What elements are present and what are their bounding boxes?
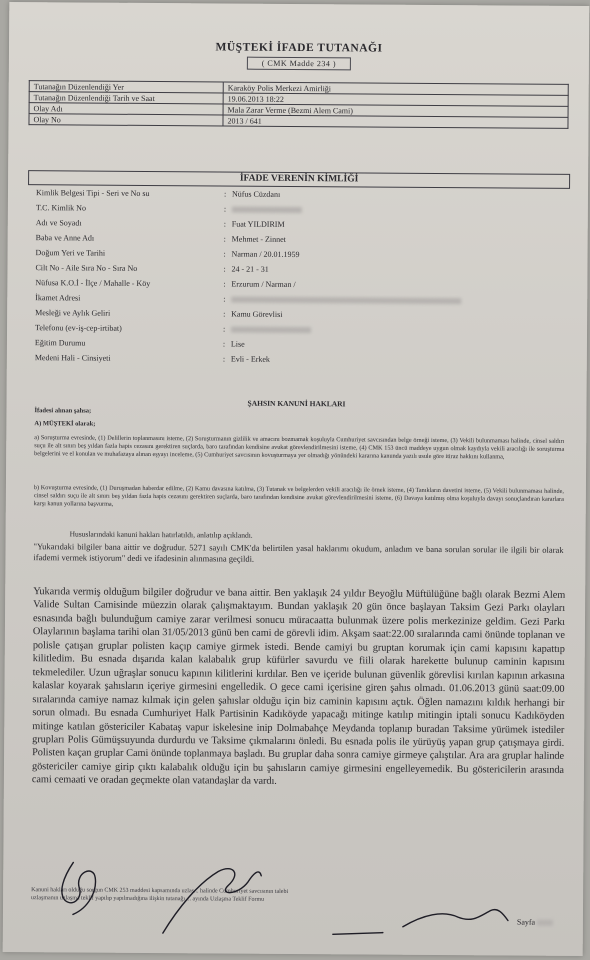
identity-value: Erzurum / Narman /: [231, 279, 296, 289]
list-item: Medeni Hali - Cinsiyeti : Evli - Erkek: [34, 353, 270, 364]
identity-value: Nüfus Cüzdanı: [231, 189, 281, 199]
identity-label: Baba ve Anne Adı: [35, 233, 95, 243]
document-page: [3, 2, 590, 956]
rights-paragraph-a: a) Soruşturma evresinde, (1) Delillerin toplanmasını isteme, (2) Soruşturmanın gizlilik ve amacını bozmamak koşuluyla Cumhuriyet savcısından belge örneği isteme, (3) Vekili bulunmaması halinde, cinsel saldırı suçu ile alt sınırı beş yıldan fazla hapis cezasını gerektiren suçlarda, baro tarafından kendisine avukat görevlendirilmesini isteme, (4) CMK 153 üncü maddeye uygun olmak kaydıyla vekili aracılığı ile soruşturma belgelerini ve el konulan ve muhafazaya alınan eşyayı inceleme, (5) Cumhuriyet savcısının kovuşturmaya yer olmadığı yönündeki kararına kanunda yazılı usule göre itiraz hakkını kullanma,: [34, 434, 565, 461]
identity-label: Medeni Hali - Cinsiyeti: [34, 353, 111, 363]
list-item: Adı ve Soyadı : Fuat YILDIRIM: [35, 218, 285, 229]
list-item: Mesleği ve Aylık Geliri : Kamu Görevlisi: [35, 308, 283, 319]
identity-label: Cilt No - Aile Sıra No - Sıra No: [35, 263, 138, 273]
case-value: Karaköy Polis Merkezi Amirliği: [223, 82, 568, 95]
list-item: Cilt No - Aile Sıra No - Sıra No : 24 - 21 - 31: [35, 263, 269, 274]
case-value: Mala Zarar Verme (Bezmi Alem Cami): [223, 104, 568, 117]
identity-label: Adı ve Soyadı: [35, 218, 82, 228]
identity-label: Kimlik Belgesi Tipi - Seri ve No su: [35, 188, 150, 198]
identity-label: Eğitim Durumu: [34, 338, 86, 348]
list-item: Kimlik Belgesi Tipi - Seri ve No su : Nüfus Cüzdanı: [35, 188, 281, 199]
identity-value: Evli - Erkek: [230, 354, 270, 364]
list-item: Telefonu (ev-iş-cep-irtibat) :: [35, 323, 565, 342]
footer-line: Kanuni hakları olduğu sorgun CMK 253 maddesi kapsamında uzlaş... halinde Cumhuriyet savcısının talebi: [31, 887, 289, 895]
rights-paragraph-b: b) Kovuşturma evresinde, (1) Duruşmadan haberdar edilme, (2) Kamu davasına katılma, (3) Tutanak ve belgelerden vekili aracılığı ile örnek isteme, (4) Tanıkların davetini isteme, (5) Vekili bulunmaması halinde, cinsel saldırı suçu ile alt sınırı beş yıldan fazla hapis cezasını gerektiren suçlarda, baro tarafından kendisine avukat görevlendirilmesini isteme, (6) Davaya katılmış olma koşuluyla davayı sonuçlandıran kararlara karşı kanun yollarına başvurma,: [33, 484, 564, 509]
statement-text: Yukarıda vermiş olduğum bilgiler doğrudur ve bana aittir. Ben yaklaşık 24 yıldır Beyoğlu Müftülüğüne bağlı olarak Bezmi Alem Valide Sultan Camisinde müezzin olarak çalışmaktayım. Bundan yaklaşık 20 gün önce başlayan Taksim Gezi Parkı olayları esnasında bağlı bulunduğum camiye zarar verilmesi sonucu müracaatta bulunmak üzere polis merkezinize geldim. Gezi Parkı Olaylarının başlama tarihi olan 31/05/2013 günü ben cami de görevli idim. Akşam saat:22.00 sıralarında cami önünde toplanan ve polisle çatışan gruplar polisten kaçıp camiye girmek istedi. Bende camiyi bu gruptan korumak için cami kapısını kapattıp kilitledim. Bu esnada dışarıda kalan kalabalık grup küfürler savurdu ve fiili olarak harekette bulunup caminin kapısını tekmelediler. Uzun uğraşlar sonucu kapının kilitlerini kırdılar. Ben ve içeride bulunan güvenlik görevlisi kırılan kapının arkasına kalaslar koyarak şahısların içeriye girmesini engelledik. O gece cami içerisine giren şahıs olmadı. 01.06.2013 günü saat:09.00 sıralarında camiye namaz kılmak için gelen şahıslar olduğu için biz caminin kapısını açtık. Öğlen namazını kıldık herhangi bir sorun olmadı. Bu esnada Cumhuriyet Halk Partisinin Kadıköyde yapacağı mitinge katılıp mitingin iptali sonucu Kadıköyden mitinge katılan göstericiler Kabataş vapur iskelesine inip Dolmabahçe Meydanda toplanıp buradan Taksime yürümek istediler grupları Polis Gümüşsuyunda durdurdu ve Taksime çıkmalarını önledi. Bu esnada polis ile yürüyüş yapan grup çatışmaya girdi. Polisten kaçan gruplar Cami önünde toplanmaya başladı. Bu gruplar daha sonra camiye girmeye çalıştılar. Ara ara gruplar halinde göstericiler camiye girip çıktı kalabalık olduğu için bu şahısların camiye girmesini engelleyemedik. Bu göstericilerin arasında cami cemaati ve oradan geçmekte olan vatandaşlar da vardı.: [31, 586, 566, 788]
case-label: Olay No: [29, 114, 223, 126]
case-label: Tutanağın Düzenlendiği Yer: [29, 81, 223, 93]
identity-value: Narman / 20.01.1959: [231, 249, 300, 260]
identity-value: Lise: [230, 339, 245, 349]
rights-intro: İfadesi alınan şahsa;: [34, 407, 92, 415]
handwritten-signatures: [3, 2, 590, 956]
list-item: Eğitim Durumu : Lise: [34, 338, 245, 349]
identity-label: Telefonu (ev-iş-cep-irtibat): [35, 323, 122, 333]
rights-title: ŞAHSIN KANUNİ HAKLARI: [247, 398, 346, 409]
rights-section-a: A) MÜŞTEKİ olarak;: [34, 420, 96, 428]
signature-left: [62, 862, 96, 914]
identity-value: Fuat YILDIRIM: [231, 219, 285, 229]
page-number-label: Sayfa: [517, 918, 553, 927]
identity-label: Nüfusa K.O.İ - İlçe / Mahalle - Köy: [35, 278, 151, 288]
identity-value: Mehmet - Zinnet: [231, 234, 286, 244]
document-title: MÜŞTEKİ İFADE TUTANAĞI: [215, 41, 383, 55]
identity-label: Mesleği ve Aylık Geliri: [35, 308, 111, 318]
case-value: 19.06.2013 18:22: [223, 93, 568, 106]
list-item: İkamet Adresi :: [35, 293, 565, 312]
identity-label: İkamet Adresi: [35, 293, 81, 303]
identity-label: T.C. Kimlik No: [35, 203, 86, 213]
signature-right: [333, 908, 508, 935]
signature-middle: [163, 868, 261, 934]
identity-section-title: İFADE VERENİN KİMLİĞİ: [28, 170, 570, 189]
case-label: Tutanağın Düzenlendiği Tarih ve Saat: [29, 92, 223, 104]
identity-value: 24 - 21 - 31: [231, 264, 269, 274]
list-item: Nüfusa K.O.İ - İlçe / Mahalle - Köy : Erzurum / Narman /: [35, 278, 296, 289]
list-item: Baba ve Anne Adı : Mehmet - Zinnet: [35, 233, 286, 244]
rights-quote: "Yukarıdaki bilgiler bana aittir ve doğrudur. 5271 sayılı CMK'da belirtilen yasal haklarımı okudum, anladım ve bana sorulan sorular ile ilgili bir olarak ifademi vermek istiyorum" dedi ve ifadesinin alınmasına geçildi.: [33, 541, 564, 564]
footer-line: uzlaşmanın uzlaşma teklif yapılıp yapılmadığına ilişkin tutanağı ... ayında Uzlaşma Teklif Formu: [31, 895, 265, 903]
document-subtitle: ( CMK Madde 234 ): [9, 57, 589, 70]
case-label: Olay Adı: [29, 103, 223, 115]
list-item: Doğum Yeri ve Tarihi : Narman / 20.01.1959: [35, 248, 300, 260]
identity-label: Doğum Yeri ve Tarihi: [35, 248, 106, 258]
list-item: T.C. Kimlik No :: [36, 203, 566, 222]
rights-explained: Hususlarındaki kanuni hakları hatırlatıldı, anlatılıp açıklandı.: [69, 529, 253, 540]
identity-value: Kamu Görevlisi: [231, 309, 283, 319]
case-value: 2013 / 641: [223, 115, 568, 128]
